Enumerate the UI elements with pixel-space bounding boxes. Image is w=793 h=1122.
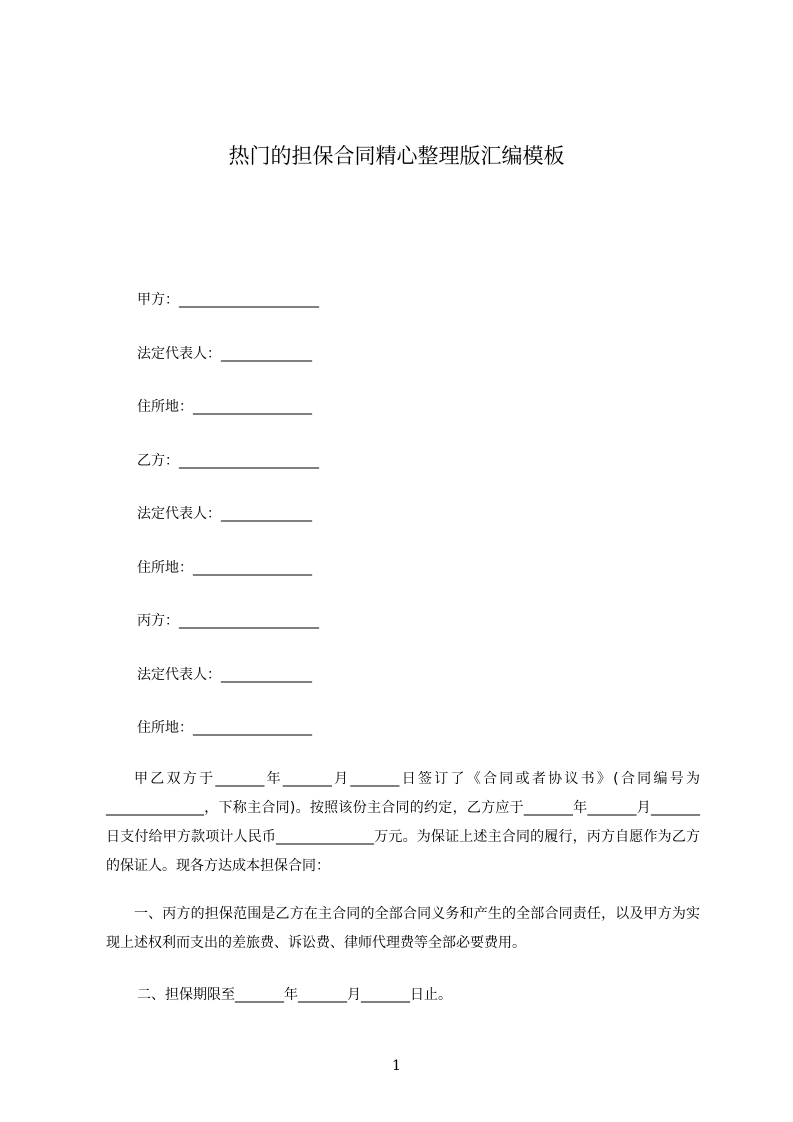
party-b-field: 乙方：____________________ — [137, 453, 319, 469]
party-b-legal-representative-field: 法定代表人：_____________ — [137, 506, 312, 522]
party-a-legal-representative-field: 法定代表人：_____________ — [137, 346, 312, 362]
party-c-legal-representative-field: 法定代表人：_____________ — [137, 667, 312, 683]
party-a-address-field: 住所地：_________________ — [137, 399, 312, 415]
party-a-field: 甲方：____________________ — [137, 292, 319, 308]
guarantee-scope-clause: 一、丙方的担保范围是乙方在主合同的全部合同义务和产生的全部合同责任，以及甲方为实现上述权利而支出的差旅费、诉讼费、律师代理费等全部必要费用。 — [106, 906, 700, 951]
party-c-address-field: 住所地：_________________ — [137, 720, 312, 736]
page-number: 1 — [392, 1058, 401, 1074]
document-title: 热门的担保合同精心整理版汇编模板 — [228, 144, 565, 168]
party-b-address-field: 住所地：_________________ — [137, 560, 312, 576]
contract-intro-paragraph: 甲乙双方于_______年_______月_______日签订了《合同或者协议书》(合同编号为______________，下称主合同)。按照该份主合同的约定，乙方应于_______年_______月_______日支付给甲方款项计人民币______________万元。为保证上述主合同的履行，丙方自愿作为乙方的保证人。现各方达成本担保合同： — [106, 771, 700, 874]
party-c-field: 丙方：____________________ — [137, 613, 319, 629]
guarantee-period-clause: 二、担保期限至_______年_______月_______日止。 — [137, 987, 452, 1003]
